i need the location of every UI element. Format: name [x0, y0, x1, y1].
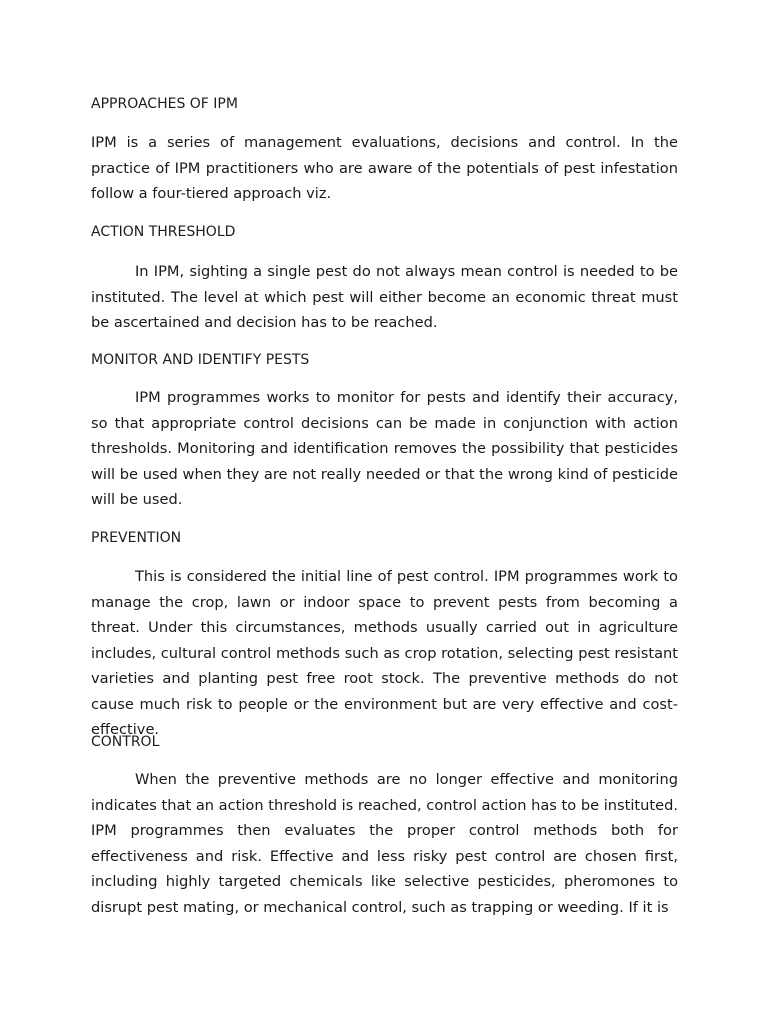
section-paragraph-action-threshold: In IPM, sighting a single pest do not always mean control is needed to be instituted. The level at which pest will either become an economic threat must be ascertained and decision has to be reached.	[91, 263, 678, 331]
section-paragraph-prevention: This is considered the initial line of pest control. IPM programmes work to manage the crop, lawn or indoor space to prevent pests from becoming a threat. Under this circumstances, methods usually carried out in agriculture includes, cultural control methods such as crop rotation, selecting pest resistant varieties and planting pest free root stock. The preventive methods do not cause much risk to people or the environment but are very effective and cost-effective.	[91, 568, 678, 738]
section-paragraph-monitor: IPM programmes works to monitor for pests and identify their accuracy, so that appropriate control decisions can be made in conjunction with action thresholds. Monitoring and identification removes the possibility that pesticides will be used when they are not really needed or that the wrong kind of pesticide will be used.	[91, 389, 678, 508]
section-heading-approaches: APPROACHES OF IPM	[91, 96, 238, 112]
section-heading-monitor: MONITOR AND IDENTIFY PESTS	[91, 352, 310, 368]
section-heading-prevention: PREVENTION	[91, 530, 182, 546]
section-heading-control: CONTROL	[91, 734, 160, 750]
section-heading-action-threshold: ACTION THRESHOLD	[91, 224, 236, 240]
section-paragraph-approaches: IPM is a series of management evaluations, decisions and control. In the practice of IPM practitioners who are aware of the potentials of pest infestation follow a four-tiered approach viz.	[91, 134, 678, 202]
section-paragraph-control: When the preventive methods are no longer effective and monitoring indicates that an action threshold is reached, control action has to be instituted. IPM programmes then evaluates the proper control methods both for effectiveness and risk. Effective and less risky pest control are chosen first, including highly targeted chemicals like selective pesticides, pheromones to disrupt pest mating, or mechanical control, such as trapping or weeding. If it is	[91, 771, 678, 916]
